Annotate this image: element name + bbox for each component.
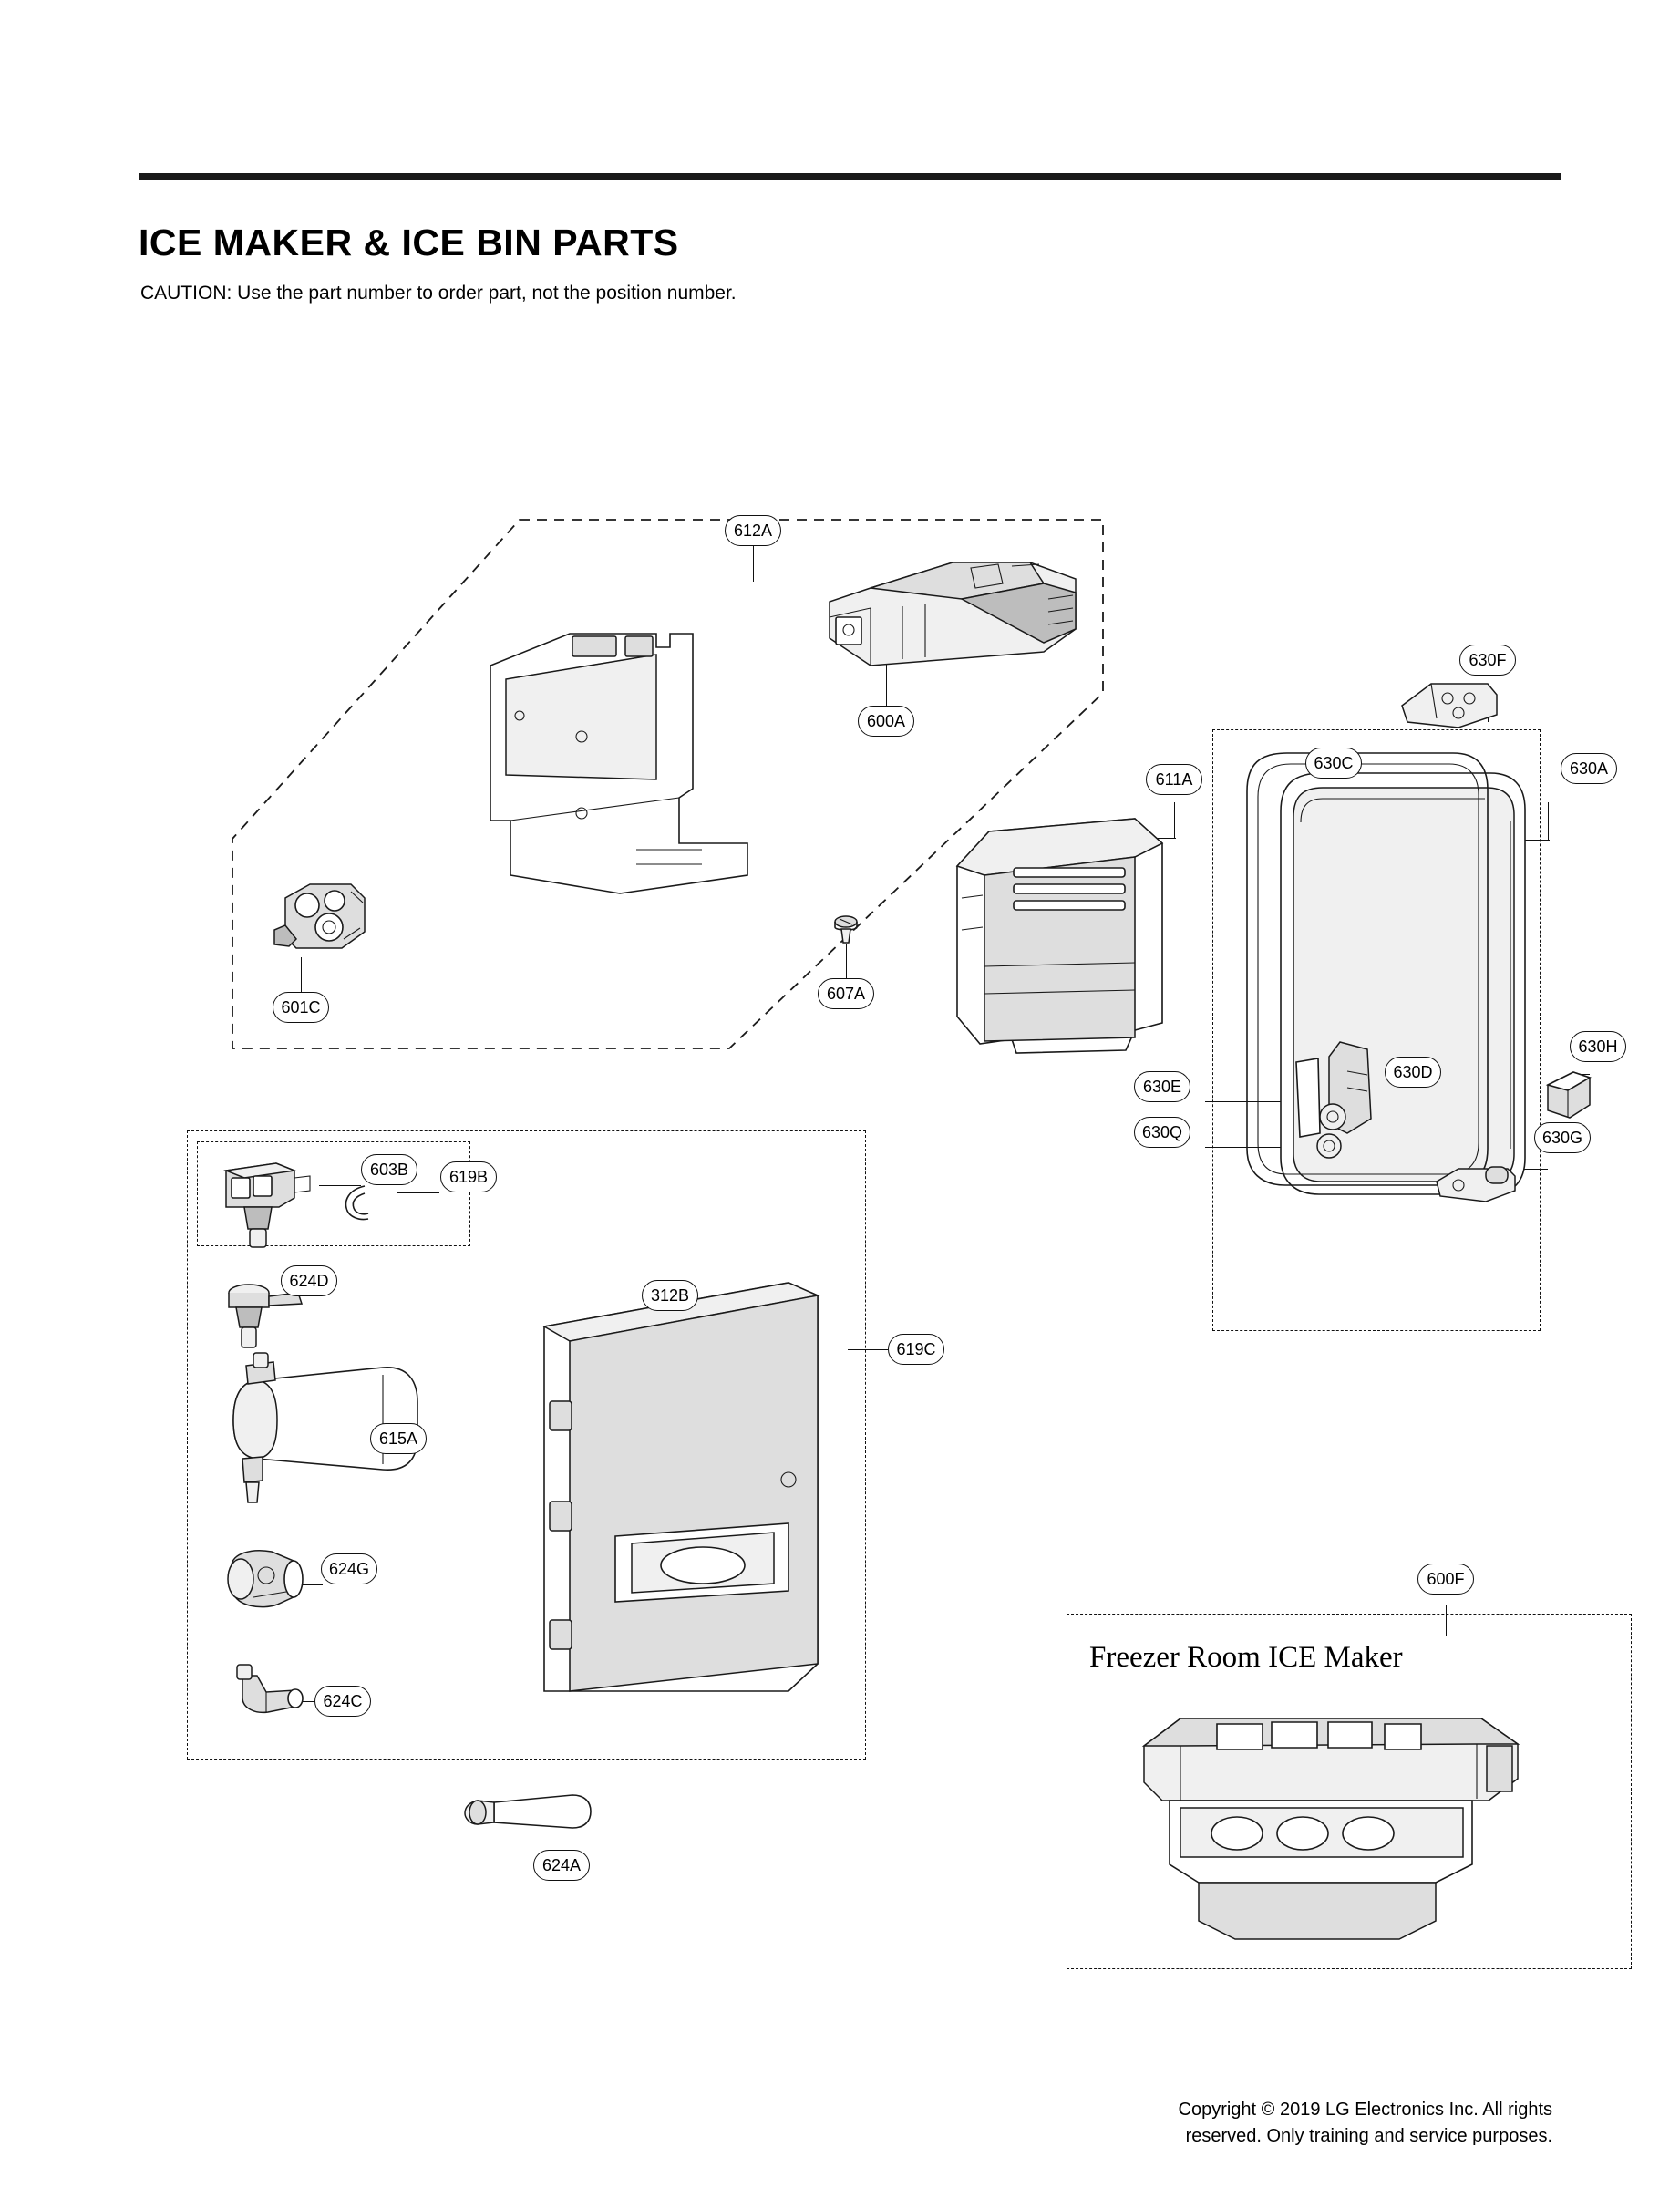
callout-630c-label: 630C <box>1314 753 1354 772</box>
part-600a-ice-maker <box>816 552 1089 697</box>
caution-note: CAUTION: Use the part number to order part, not the position number. <box>140 283 737 304</box>
part-603b-clip <box>339 1181 381 1226</box>
callout-600f-label: 600F <box>1427 1569 1465 1588</box>
callout-624c-label: 624C <box>323 1691 363 1710</box>
callout-630c[interactable] <box>1305 748 1362 779</box>
callout-615a[interactable] <box>370 1423 427 1454</box>
callout-630e[interactable] <box>1134 1071 1190 1102</box>
callout-601c[interactable] <box>273 992 329 1023</box>
callout-630h-label: 630H <box>1578 1037 1618 1056</box>
part-630h-cap <box>1539 1067 1599 1127</box>
callout-615a-label: 615A <box>378 1429 418 1448</box>
callout-603b-label: 603B <box>369 1160 409 1179</box>
callout-630h[interactable] <box>1570 1031 1626 1062</box>
callout-607a-label: 607A <box>826 984 866 1003</box>
callout-630f[interactable] <box>1459 645 1516 676</box>
callout-624c[interactable] <box>314 1686 371 1717</box>
part-611a-ice-bin <box>948 811 1185 1067</box>
callout-630d[interactable] <box>1385 1057 1441 1088</box>
part-624a-tube <box>456 1782 602 1855</box>
callout-312b-label: 312B <box>650 1285 690 1305</box>
callout-619b-label: 619B <box>448 1167 489 1186</box>
callout-630g-label: 630G <box>1541 1128 1583 1147</box>
callout-630d-label: 630D <box>1393 1062 1433 1081</box>
callout-624g-label: 624G <box>328 1559 370 1578</box>
leader-619b <box>397 1192 439 1193</box>
part-624c-elbow <box>215 1661 315 1734</box>
callout-600a[interactable] <box>858 706 914 737</box>
callout-624a-label: 624A <box>541 1855 582 1874</box>
copyright-line-1: Copyright © 2019 LG Electronics Inc. All rights <box>1178 2100 1552 2120</box>
part-312b-cover <box>515 1263 834 1728</box>
copyright-footer <box>987 2097 1552 2150</box>
callout-630g[interactable] <box>1534 1122 1591 1153</box>
callout-630a-label: 630A <box>1569 759 1609 778</box>
part-603b-water-valve <box>208 1151 317 1255</box>
callout-607a[interactable] <box>818 978 874 1009</box>
part-630d-latch <box>1276 1035 1422 1171</box>
callout-601c-label: 601C <box>281 997 321 1017</box>
callout-603b[interactable] <box>361 1154 417 1185</box>
part-601c-motor <box>269 875 383 971</box>
callout-312b[interactable] <box>642 1280 698 1311</box>
callout-624a[interactable] <box>533 1850 590 1881</box>
copyright-line-2: reserved. Only training and service purposes. <box>1185 2126 1552 2146</box>
callout-630e-label: 630E <box>1142 1077 1182 1096</box>
freezer-room-label: Freezer Room ICE Maker <box>1089 1641 1403 1674</box>
callout-600a-label: 600A <box>866 711 906 730</box>
part-624g-coupling <box>215 1541 325 1623</box>
part-600f-freezer-ice-maker <box>1126 1691 1554 1946</box>
leader-619c <box>848 1349 888 1350</box>
callout-624d-label: 624D <box>289 1271 329 1290</box>
callout-611a[interactable] <box>1146 764 1202 795</box>
part-630f-bracket <box>1395 675 1504 738</box>
callout-624g[interactable] <box>321 1553 377 1584</box>
leader-630a <box>1548 802 1549 841</box>
callout-630q[interactable] <box>1134 1117 1190 1148</box>
leader-600f <box>1446 1605 1447 1636</box>
page-title: ICE MAKER & ICE BIN PARTS <box>139 222 679 263</box>
callout-619c-label: 619C <box>896 1339 936 1358</box>
part-607a-screw <box>830 912 866 948</box>
callout-624d[interactable] <box>281 1265 337 1296</box>
callout-630q-label: 630Q <box>1141 1122 1183 1141</box>
part-612a-bracket <box>474 611 775 921</box>
callout-630a[interactable] <box>1561 753 1617 784</box>
header-rule <box>139 173 1561 180</box>
callout-619b[interactable] <box>440 1161 497 1192</box>
callout-612a[interactable] <box>725 515 781 546</box>
callout-630f-label: 630F <box>1469 650 1507 669</box>
callout-612a-label: 612A <box>733 521 773 540</box>
callout-600f[interactable] <box>1417 1564 1474 1595</box>
callout-611a-label: 611A <box>1155 769 1193 789</box>
part-630g-pin <box>1431 1158 1531 1213</box>
callout-619c[interactable] <box>888 1334 944 1365</box>
